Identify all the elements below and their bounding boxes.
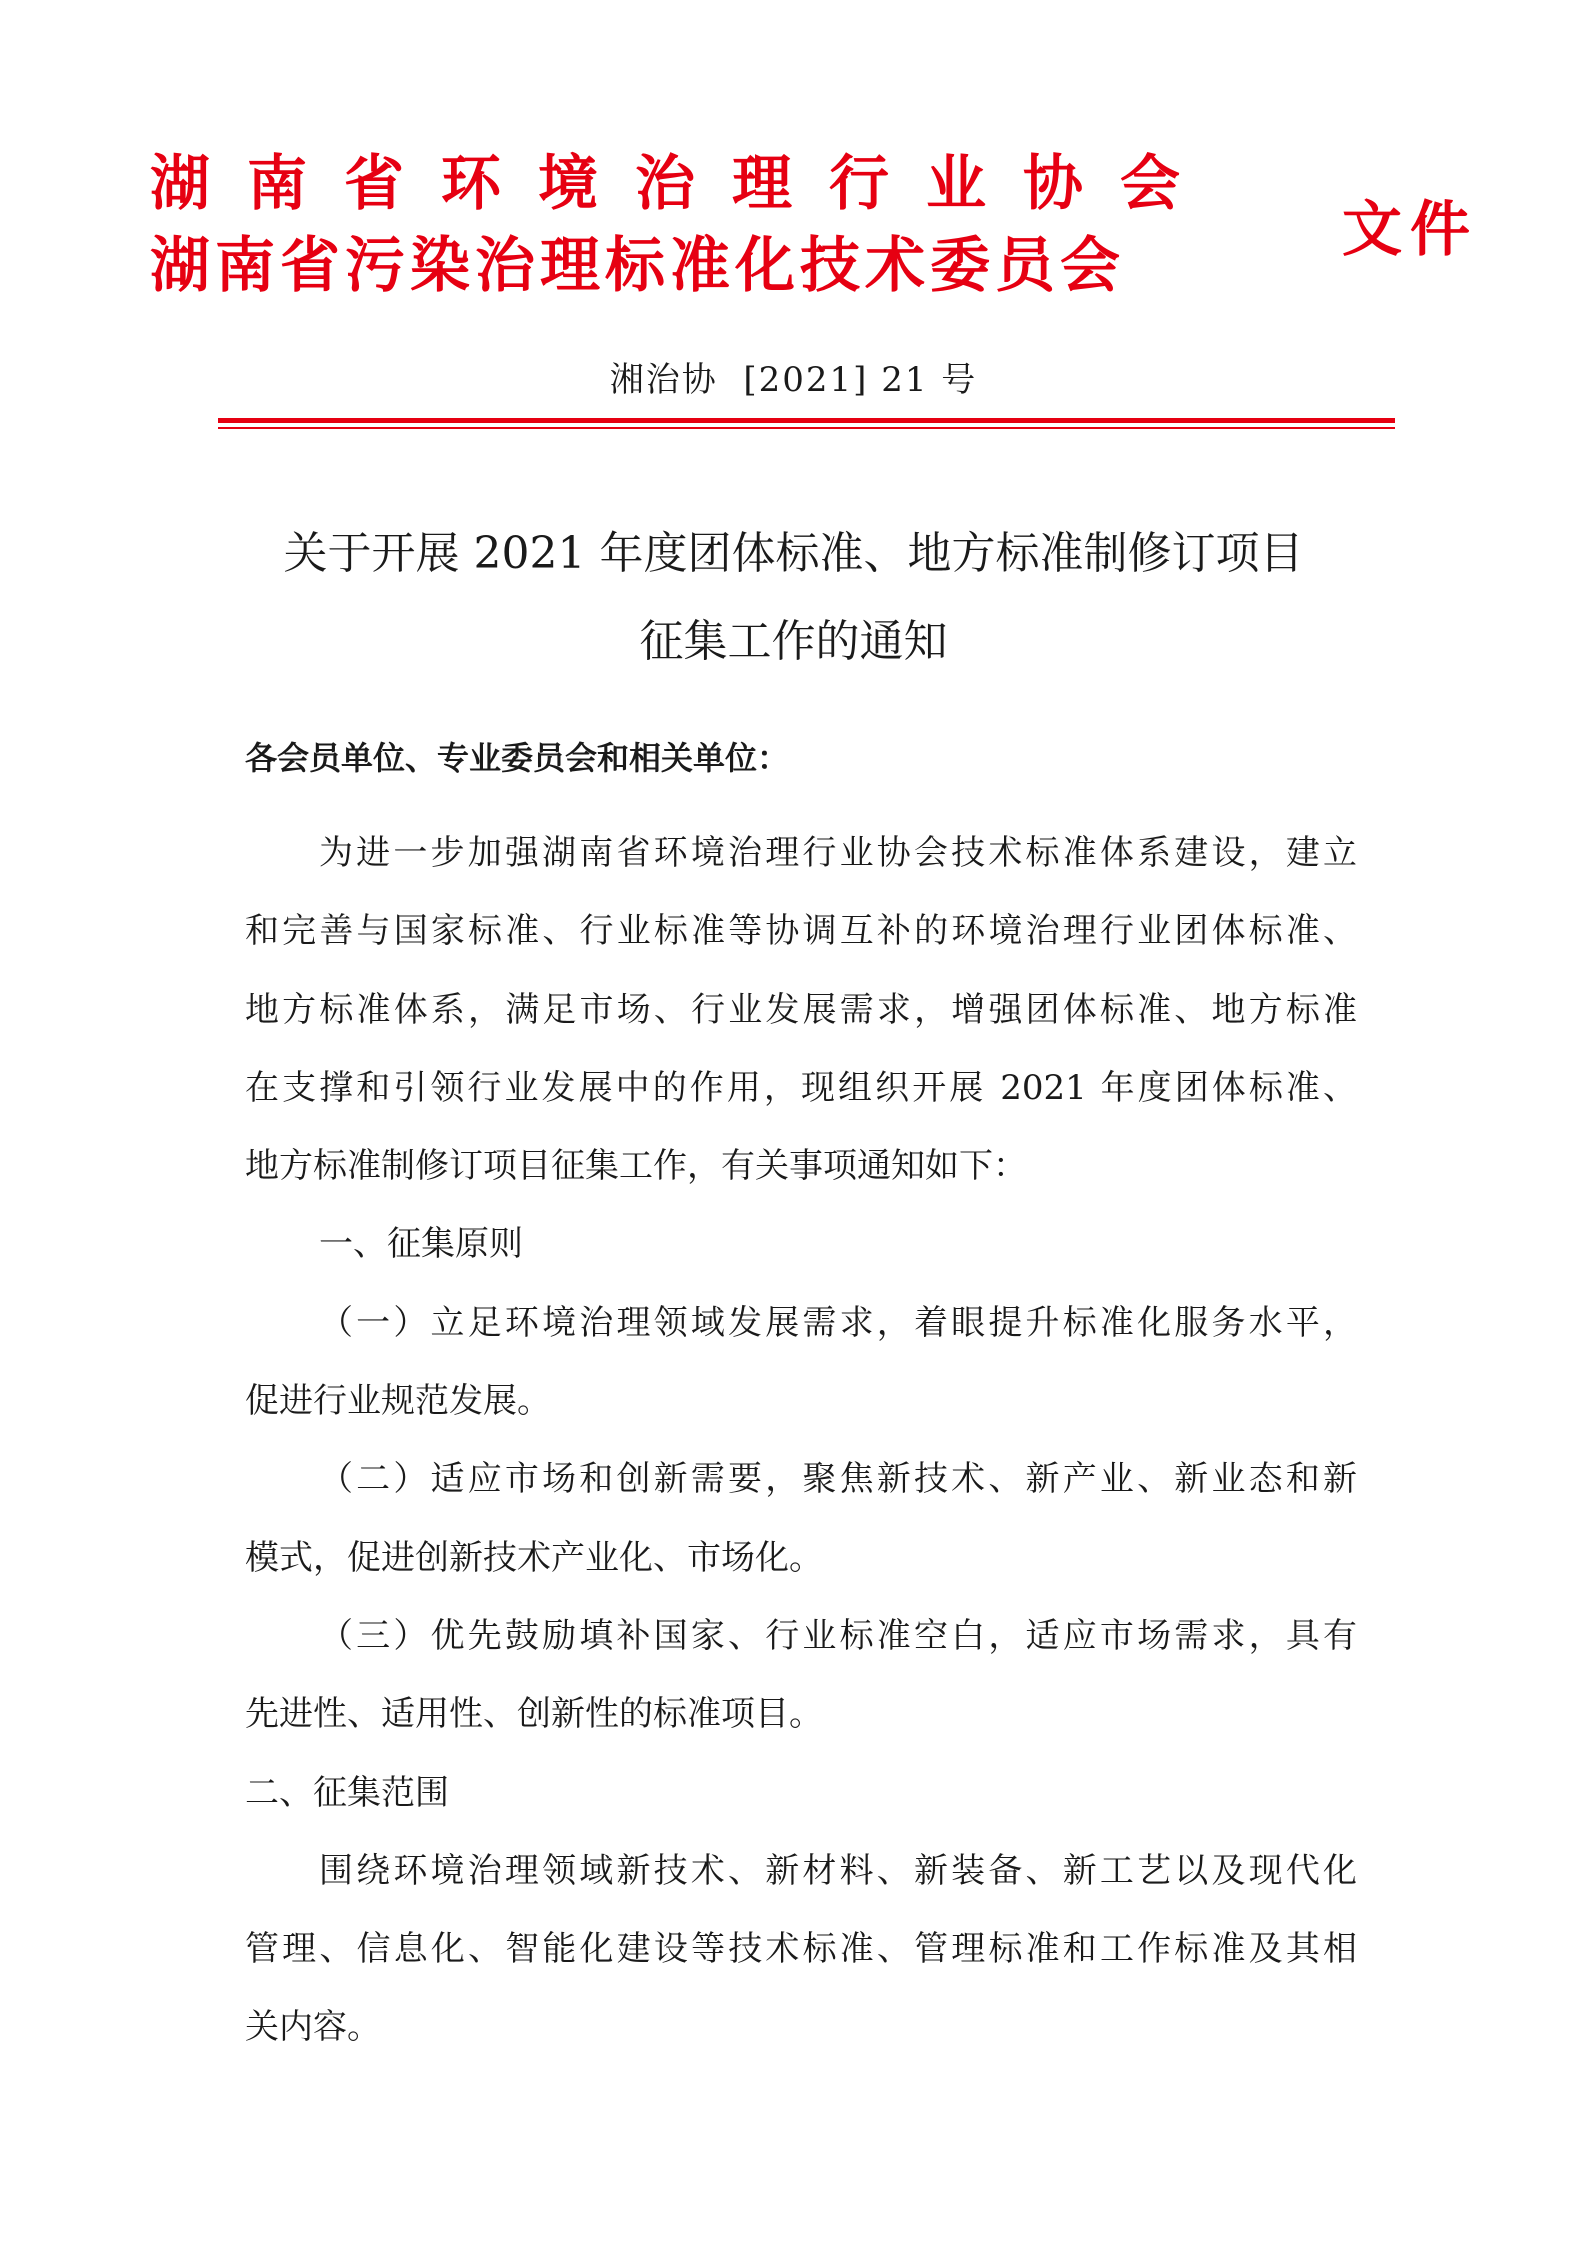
salutation: 各会员单位、专业委员会和相关单位： (245, 739, 790, 777)
document-header (150, 148, 1490, 318)
document-type-label: 文件 (1342, 195, 1478, 265)
notice-body (245, 814, 1357, 2067)
section-heading: 二、征集范围 (245, 1772, 449, 1813)
body-line: 地方标准制修订项目征集工作，有关事项通知如下： (245, 1146, 1027, 1187)
header-divider-thick (218, 418, 1395, 423)
notice-title (200, 510, 1387, 686)
body-line: 管理、信息化、智能化建设等技术标准、管理标准和工作标准及其相 (245, 1929, 1357, 1970)
body-line: 和完善与国家标准、行业标准等协调互补的环境治理行业团体标准、 (245, 911, 1357, 952)
header-divider-thin (218, 427, 1395, 429)
document-number: 湘治协 [2021] 21 号 (609, 360, 978, 400)
notice-title-line-1: 关于开展 2021 年度团体标准、地方标准制修订项目 (283, 528, 1304, 579)
body-line: 先进性、适用性、创新性的标准项目。 (245, 1694, 823, 1735)
body-line: 地方标准体系，满足市场、行业发展需求，增强团体标准、地方标准 (245, 989, 1357, 1030)
section-heading: 一、征集原则 (319, 1224, 523, 1265)
body-line: 围绕环境治理领域新技术、新材料、新装备、新工艺以及现代化 (319, 1850, 1357, 1891)
body-line: （一）立足环境治理领域发展需求，着眼提升标准化服务水平， (319, 1302, 1357, 1343)
org-name-line-1: 湖南省环境治理行业协会 (150, 149, 1217, 219)
body-line: 模式，促进创新技术产业化、市场化。 (245, 1537, 823, 1578)
body-line: （二）适应市场和创新需要，聚焦新技术、新产业、新业态和新 (319, 1459, 1357, 1500)
body-line: 促进行业规范发展。 (245, 1381, 551, 1422)
body-line: 在支撑和引领行业发展中的作用，现组织开展 2021 年度团体标准、 (245, 1067, 1357, 1108)
body-line: （三）优先鼓励填补国家、行业标准空白，适应市场需求，具有 (319, 1615, 1357, 1656)
body-line: 为进一步加强湖南省环境治理行业协会技术标准体系建设，建立 (319, 833, 1357, 873)
notice-title-line-2: 征集工作的通知 (639, 616, 948, 667)
body-line: 关内容。 (245, 2007, 381, 2048)
org-name-line-2: 湖南省污染治理标准化技术委员会 (150, 231, 1125, 301)
